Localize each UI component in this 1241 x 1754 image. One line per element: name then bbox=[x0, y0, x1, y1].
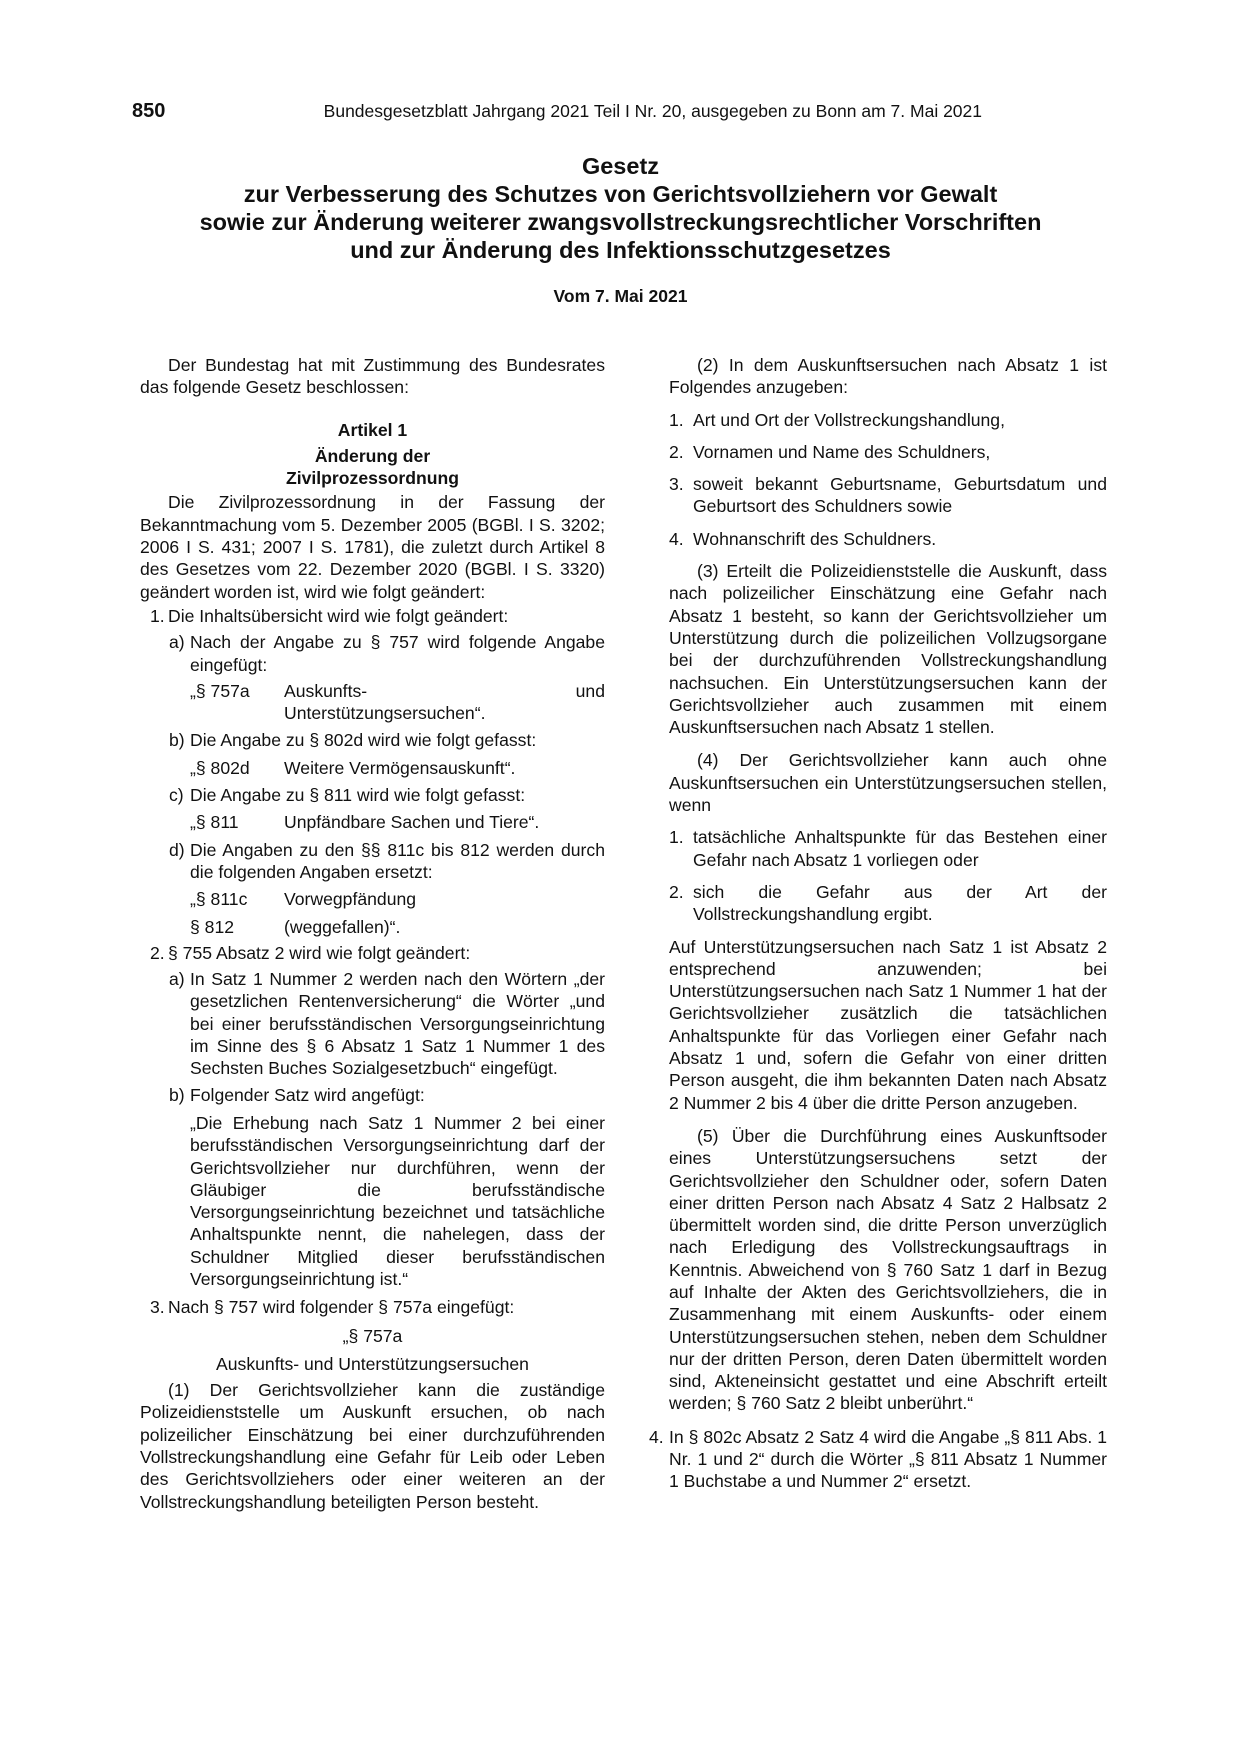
page-header bbox=[132, 100, 982, 126]
item-text: Die Inhaltsübersicht wird wie folgt geändert: bbox=[168, 605, 509, 626]
article-subheading: Zivilprozessordnung bbox=[285, 468, 460, 489]
item-number: 3. bbox=[669, 474, 684, 495]
item-number: 1. bbox=[669, 409, 684, 430]
item-text: Die Angabe zu § 811 wird wie folgt gefasst: bbox=[190, 785, 526, 806]
toc-entry bbox=[140, 888, 605, 910]
item-letter: b) bbox=[169, 1084, 185, 1105]
enacting-clause: Der Bundestag hat mit Zustimmung des Bundesrates das folgende Gesetz beschlossen: bbox=[140, 355, 605, 398]
section-paragraph: (3) Erteilt die Polizeidienststelle die Auskunft, dass nach polizeilicher Einschätzung eine Gefahr nach Absatz 1 besteht, so kann der Gerichtsvollzieher um Unterstützung durch die polizeilichen Vollzugsorgane bei der durchzuführenden Vollstreckungshandlung nachsuchen. Ein Unterstützungsersuchen kann der Gerichtsvollzieher auch zusammen mit einem Auskunftsersuchen nach Absatz 1 stellen. bbox=[669, 561, 1107, 738]
item-text: Die Angaben zu den §§ 811c bis 812 werden durch die folgenden Angaben ersetzt: bbox=[190, 839, 605, 882]
title-line: zur Verbesserung des Schutzes von Gerichtsvollziehern vor Gewalt bbox=[243, 181, 998, 207]
item-text: In Satz 1 Nummer 2 werden nach den Wörtern „der gesetzlichen Rentenversicherung“ die Wörter „und bei einer berufsständischen Versorgungseinrichtung im Sinne des § 6 Absatz 1 Satz 1 Nummer 1 des Sechsten Buches Sozialgesetzbuch“ eingefügt. bbox=[190, 969, 605, 1079]
section-paragraph: Auf Unterstützungsersuchen nach Satz 1 ist Absatz 2 entsprechend anzuwenden; bei Unterstützungsersuchen nach Satz 1 Nummer 1 hat der Gerichtsvollzieher zusätzlich die tatsächlichen Anhaltspunkte für das Vorliegen einer Gefahr nach Absatz 1 und, sofern die Gefahr von einer dritten Person ausgeht, die ihm bekannten Daten nach Absatz 2 Nummer 2 bis 4 über die dritte Person anzugeben. bbox=[669, 936, 1107, 1113]
item-text: sich die Gefahr aus der Art der Vollstreckungshandlung ergibt. bbox=[693, 881, 1107, 925]
toc-entry-title: Unpfändbare Sachen und Tiere“. bbox=[284, 812, 540, 833]
left-column bbox=[140, 354, 605, 1513]
item-number: 2. bbox=[150, 942, 165, 963]
toc-entry-number: „§ 811 bbox=[190, 812, 239, 833]
list-item bbox=[140, 968, 605, 1079]
inserted-sentence: „Die Erhebung nach Satz 1 Nummer 2 bei einer berufsständischen Versorgungseinrichtung darf der Gerichtsvollzieher nur durchführen, wenn der Gläubiger die berufsständische Versorgungseinrichtung bezeichnet und tatsächliche Anhaltspunkte nennt, die nahelegen, dass der Schuldner Mitglied dieser berufsständischen Versorgungseinrichtung ist.“ bbox=[190, 1112, 605, 1289]
list-item bbox=[669, 881, 1107, 926]
item-number: 2. bbox=[669, 441, 684, 462]
list-item bbox=[140, 631, 605, 676]
item-text: Nach der Angabe zu § 757 wird folgende Angabe eingefügt: bbox=[190, 632, 605, 675]
toc-entry bbox=[140, 680, 605, 725]
item-letter: b) bbox=[169, 730, 185, 751]
item-number: 1. bbox=[150, 605, 165, 626]
toc-entry-title: (weggefallen)“. bbox=[284, 916, 401, 937]
toc-entry-number: „§ 802d bbox=[190, 757, 250, 778]
list-item bbox=[669, 528, 1107, 550]
title-line: und zur Änderung des Infektionsschutzgesetzes bbox=[350, 237, 891, 263]
list-item bbox=[140, 1084, 605, 1106]
item-number: 2. bbox=[669, 881, 684, 902]
page-number: 850 bbox=[132, 100, 166, 122]
law-title bbox=[60, 152, 1181, 264]
title-line: sowie zur Änderung weiterer zwangsvollstreckungsrechtlicher Vorschriften bbox=[199, 209, 1042, 235]
list-item bbox=[649, 1426, 1107, 1493]
toc-entry bbox=[140, 916, 605, 938]
item-letter: a) bbox=[169, 632, 185, 653]
law-date: Vom 7. Mai 2021 bbox=[553, 286, 688, 306]
list-item bbox=[669, 441, 1107, 463]
item-text: Nach § 757 wird folgender § 757a eingefügt: bbox=[168, 1297, 515, 1318]
item-text: § 755 Absatz 2 wird wie folgt geändert: bbox=[168, 942, 471, 963]
section-number: „§ 757a bbox=[342, 1325, 403, 1346]
title-line: Gesetz bbox=[581, 153, 660, 179]
article-subheading: Änderung der bbox=[314, 445, 431, 466]
item-text: tatsächliche Anhaltspunkte für das Bestehen einer Gefahr nach Absatz 1 vorliegen oder bbox=[693, 827, 1107, 870]
toc-entry-number: „§ 811c bbox=[190, 889, 248, 910]
toc-entry-number: „§ 757a bbox=[190, 680, 250, 701]
article-intro: Die Zivilprozessordnung in der Fassung der Bekanntmachung vom 5. Dezember 2005 (BGBl. I S. 3202; 2006 I S. 431; 2007 I S. 1781), die zuletzt durch Artikel 8 des Gesetzes vom 22. Dezember 2020 (BGBl. I S. 3320) geändert worden ist, wird wie folgt geändert: bbox=[140, 492, 605, 602]
list-item bbox=[140, 784, 605, 806]
item-text: Folgender Satz wird angefügt: bbox=[190, 1084, 425, 1105]
item-text: Art und Ort der Vollstreckungshandlung, bbox=[693, 409, 1005, 430]
item-text: Die Angabe zu § 802d wird wie folgt gefasst: bbox=[190, 730, 537, 751]
section-paragraph: (2) In dem Auskunftsersuchen nach Absatz 1 ist Folgendes anzugeben: bbox=[669, 355, 1107, 398]
toc-entry-title: Weitere Vermögensauskunft“. bbox=[284, 757, 516, 778]
list-item bbox=[669, 409, 1107, 431]
item-number: 4. bbox=[649, 1426, 664, 1447]
item-text: In § 802c Absatz 2 Satz 4 wird die Angabe „§ 811 Abs. 1 Nr. 1 und 2“ durch die Wörter „§ 811 Absatz 1 Nummer 1 Buchstabe a und Nummer 2“ ersetzt. bbox=[669, 1426, 1107, 1492]
section-paragraph: (4) Der Gerichtsvollzieher kann auch ohne Auskunftsersuchen ein Unterstützungsersuchen stellen, wenn bbox=[669, 750, 1107, 816]
item-letter: c) bbox=[169, 785, 184, 806]
toc-entry-title: Vorwegpfändung bbox=[284, 889, 417, 910]
list-item bbox=[140, 729, 605, 751]
item-letter: d) bbox=[169, 839, 185, 860]
toc-entry-number: § 812 bbox=[190, 916, 235, 937]
running-head: Bundesgesetzblatt Jahrgang 2021 Teil I Nr. 20, ausgegeben zu Bonn am 7. Mai 2021 bbox=[323, 101, 982, 121]
list-item bbox=[140, 1296, 605, 1318]
article-heading: Artikel 1 bbox=[337, 419, 408, 440]
toc-entry bbox=[140, 757, 605, 779]
list-item bbox=[669, 826, 1107, 871]
item-number: 3. bbox=[150, 1297, 165, 1318]
list-item bbox=[140, 942, 605, 964]
toc-entry-title: Auskunfts- und Unterstützungsersuchen“. bbox=[284, 680, 605, 724]
item-text: Vornamen und Name des Schuldners, bbox=[693, 441, 991, 462]
item-text: Wohnanschrift des Schuldners. bbox=[693, 528, 937, 549]
list-item bbox=[140, 605, 605, 627]
toc-entry bbox=[140, 811, 605, 833]
item-letter: a) bbox=[169, 969, 185, 990]
item-number: 4. bbox=[669, 528, 684, 549]
item-number: 1. bbox=[669, 827, 684, 848]
list-item bbox=[140, 839, 605, 884]
right-column bbox=[649, 354, 1107, 1493]
list-item bbox=[669, 473, 1107, 518]
section-paragraph: (5) Über die Durchführung eines Auskunftsoder eines Unterstützungsersuchens setzt der Gerichtsvollzieher den Schuldner oder, sofern Daten einer dritten Person nach Absatz 4 Satz 2 Halbsatz 2 übermittelt worden sind, die dritte Person unverzüglich nach Erledigung des Vollstreckungsauftrags in Kenntnis. Abweichend von § 760 Satz 1 darf in Bezug auf Inhalte der Akten des Gerichtsvollziehers, die in Zusammenhang mit einem Auskunfts- oder einem Unterstützungsersuchen stehen, neben dem Schuldner nur der dritten Person, deren Daten übermittelt worden sind, Akteneinsicht gestattet und eine Abschrift erteilt werden; § 760 Satz 2 bleibt unberührt.“ bbox=[669, 1125, 1107, 1414]
section-title: Auskunfts- und Unterstützungsersuchen bbox=[216, 1353, 529, 1374]
section-paragraph: (1) Der Gerichtsvollzieher kann die zuständige Polizeidienststelle um Auskunft ersuchen, ob nach polizeilicher Einschätzung bei einer durchzuführenden Vollstreckungshandlung eine Gefahr für Leib oder Leben des Gerichtsvollziehers oder einer weiteren an der Vollstreckungshandlung beteiligten Person besteht. bbox=[140, 1380, 605, 1512]
item-text: soweit bekannt Geburtsname, Geburtsdatum und Geburtsort des Schuldners sowie bbox=[693, 474, 1107, 517]
